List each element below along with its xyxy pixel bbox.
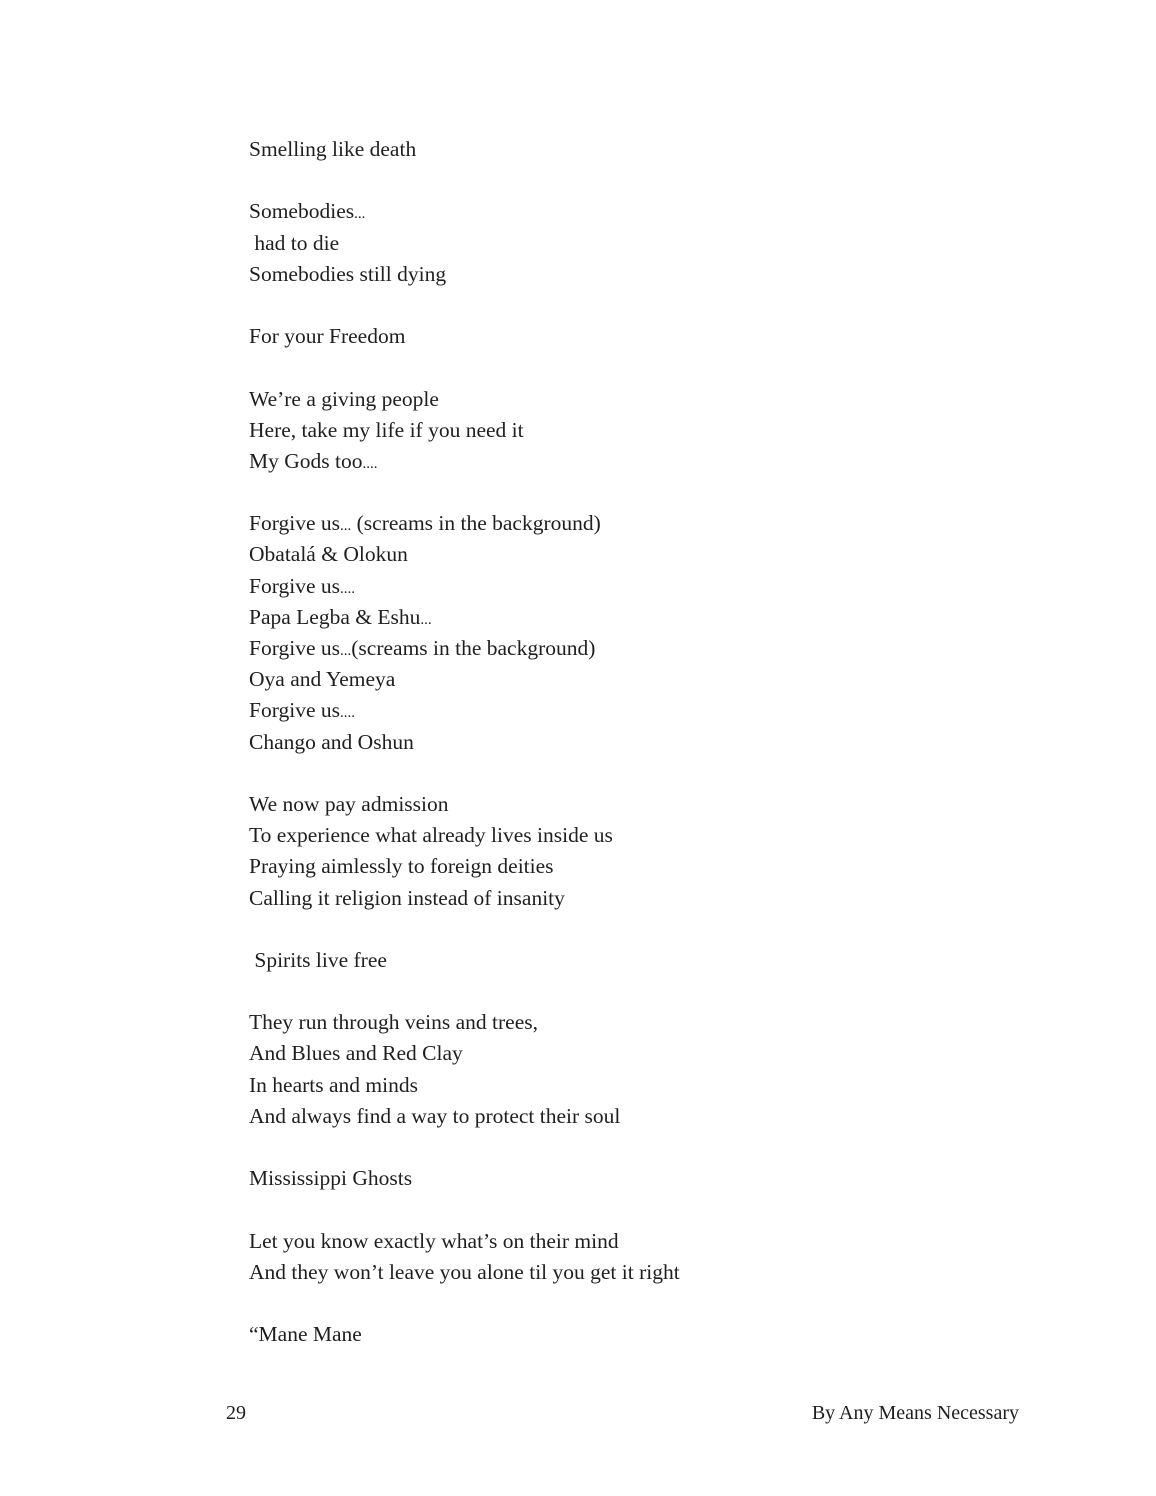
poem-line: “Mane Mane xyxy=(249,1322,362,1347)
poem-line: Somebodies still dying xyxy=(249,261,447,286)
poem-line: They run through veins and trees, xyxy=(249,1010,538,1035)
poem-line: Here, take my life if you need it xyxy=(249,417,524,442)
poem-line-aside: (screams in the background) xyxy=(351,511,601,536)
running-footer-title: By Any Means Necessary xyxy=(811,1402,1019,1424)
poem-line: For your Freedom xyxy=(249,324,406,349)
poem-line xyxy=(249,602,1069,633)
stanza-break xyxy=(249,165,1069,196)
poem-line: Let you know exactly what’s on their mind xyxy=(249,1228,619,1253)
page-number: 29 xyxy=(226,1402,246,1424)
ellipsis: ... xyxy=(420,611,432,628)
poem-line-text: Forgive us xyxy=(249,636,340,660)
poem-line: Praying aimlessly to foreign deities xyxy=(249,854,554,879)
poem-line xyxy=(249,446,1069,477)
poem-line xyxy=(249,633,1069,664)
poem-line xyxy=(249,571,1069,602)
poem-line: We now pay admission xyxy=(249,791,449,816)
poem-line: And they won’t leave you alone til you get it right xyxy=(249,1259,680,1284)
poem-line-text: Papa Legba & Eshu xyxy=(249,604,421,629)
stanza-break xyxy=(249,1194,1069,1225)
poem-line: Mississippi Ghosts xyxy=(249,1166,413,1191)
stanza-break xyxy=(249,914,1069,945)
stanza-break xyxy=(249,477,1069,508)
poem-line: And Blues and Red Clay xyxy=(249,1041,463,1066)
ellipsis: .... xyxy=(340,580,355,597)
poem-line: To experience what already lives inside us xyxy=(249,823,613,848)
stanza-break xyxy=(249,976,1069,1007)
ellipsis: ... xyxy=(340,643,352,659)
poem-line: Obatalá & Olokun xyxy=(249,542,408,567)
poem-line: Smelling like death xyxy=(249,137,417,161)
poem-line-text: Forgive us xyxy=(249,573,340,598)
stanza-break xyxy=(249,352,1069,383)
poem-line xyxy=(249,196,1069,227)
poem-body xyxy=(249,134,1069,1350)
poem-line: Oya and Yemeya xyxy=(249,667,396,692)
stanza-break xyxy=(249,758,1069,789)
poem-line-aside: (screams in the background) xyxy=(351,636,596,660)
poem-line: Calling it religion instead of insanity xyxy=(249,885,565,910)
poem-line-text: Forgive us xyxy=(249,698,340,723)
poem-line xyxy=(249,508,1069,539)
poem-line: Chango and Oshun xyxy=(249,729,414,754)
ellipsis: .... xyxy=(340,705,355,722)
poem-line-text: My Gods too xyxy=(249,448,363,473)
poem-line-text: Forgive us xyxy=(249,511,340,536)
poem-line: In hearts and minds xyxy=(249,1072,418,1097)
poem-line-text: Somebodies xyxy=(249,199,355,224)
poem-line: Spirits live free xyxy=(249,947,387,972)
ellipsis: ... xyxy=(340,518,352,535)
poem-line: We’re a giving people xyxy=(249,386,439,411)
stanza-break xyxy=(249,290,1069,321)
poem-line xyxy=(249,695,1069,726)
poem-line: had to die xyxy=(249,230,340,255)
poem-line: And always find a way to protect their soul xyxy=(249,1103,621,1128)
stanza-break xyxy=(249,1288,1069,1319)
ellipsis: ... xyxy=(354,206,366,223)
stanza-break xyxy=(249,1132,1069,1163)
ellipsis: .... xyxy=(362,455,378,472)
